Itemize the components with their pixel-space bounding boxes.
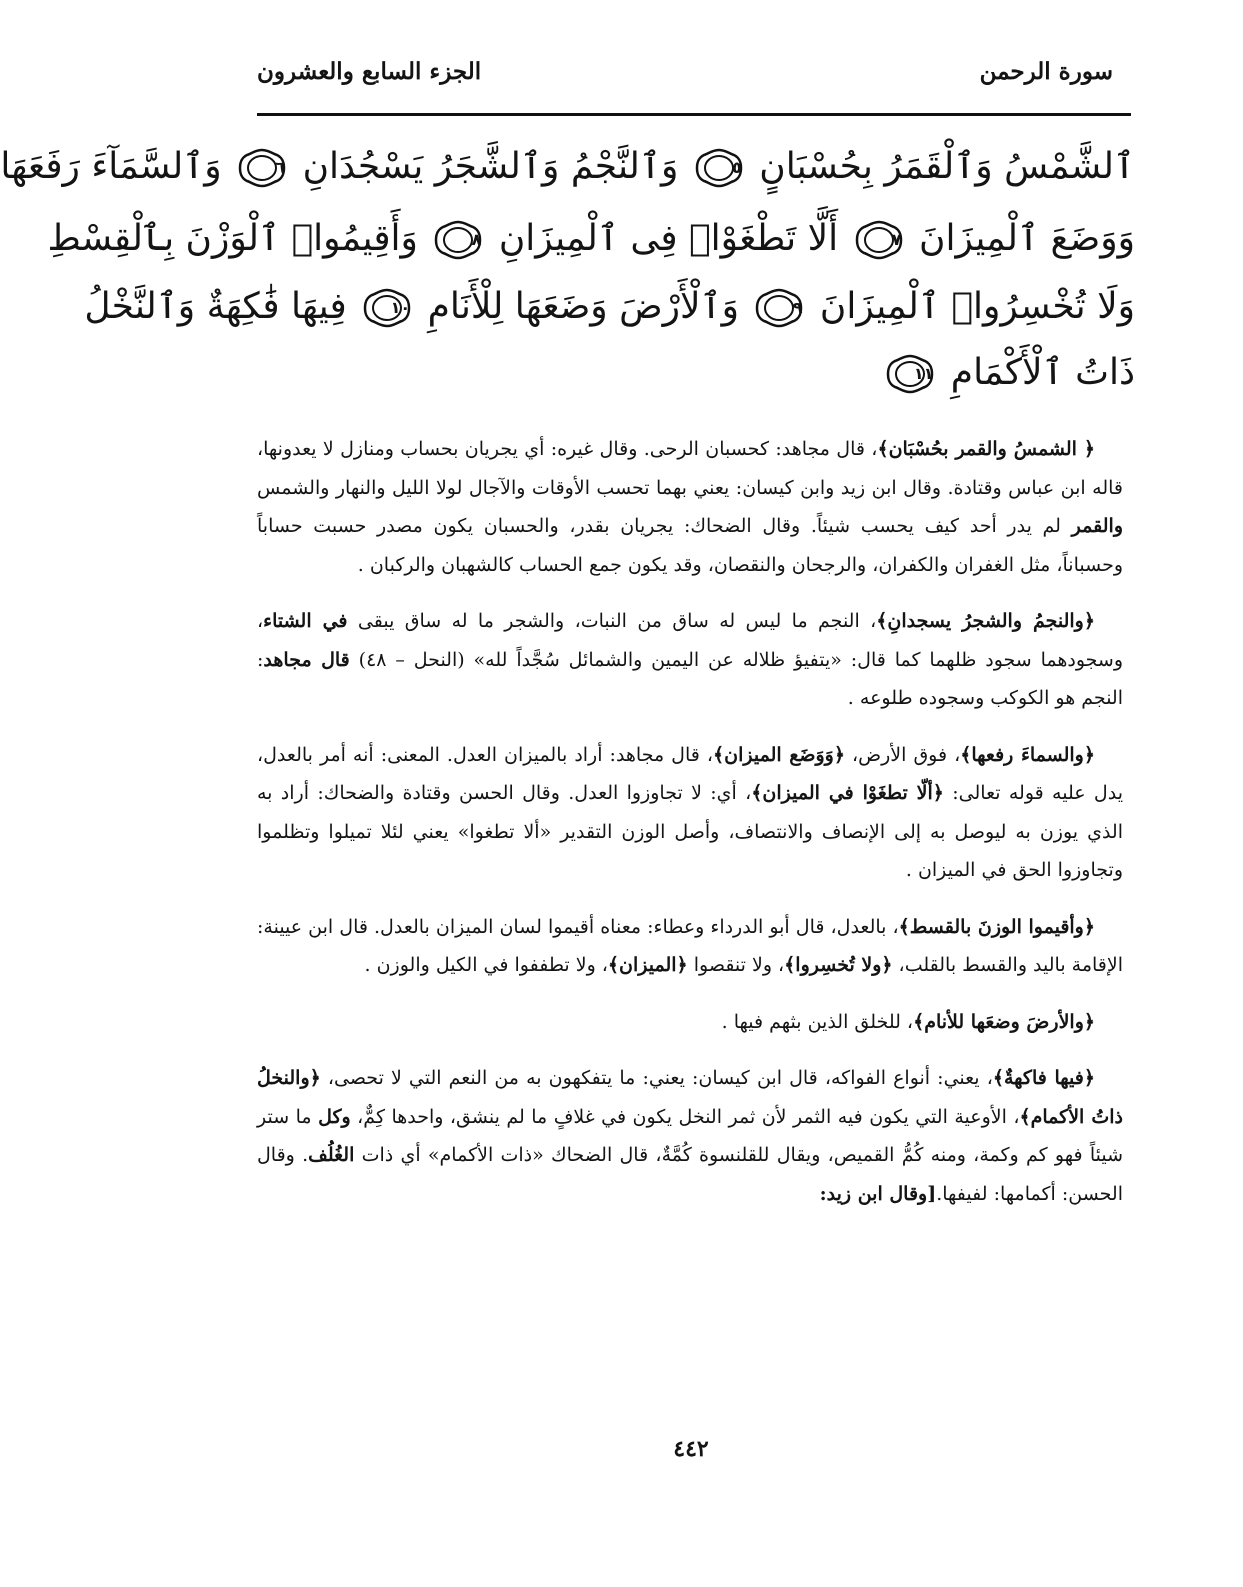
quoted-verse-phrase: ﴿وأقيموا الوزنَ بالقسط﴾: [898, 915, 1095, 938]
verse-text: وَأَقِيمُوا۟ ٱلْوَزْنَ بِٱلْقِسْطِ: [47, 218, 418, 259]
tafsir-paragraph: [257, 602, 1123, 718]
commentary-text: ما ستر شيئاً فهو كم وكمة، ومنه كُمُّ القميص، ويقال للقلنسوة كُمَّةٌ، قال الضحاك «ذات الأكمام» أي ذات: [257, 1105, 1123, 1166]
ayah-number-marker: [435, 221, 481, 259]
ayah-number: ١١: [913, 364, 934, 383]
verse-text: وَٱلْأَرْضَ وَضَعَهَا لِلْأَنَامِ: [427, 286, 740, 327]
commentary-text: ، ولا تنقصوا: [687, 954, 785, 976]
verse-line: [0, 138, 1135, 196]
commentary-text: ، وسجودهما سجود ظلهما كما قال: «يتفيؤ ظلاله عن اليمين والشمائل سُجَّداً لله» (النحل – ٤٨): [257, 610, 1124, 671]
quran-verses-block: [0, 138, 1135, 410]
verse-text: وَٱلسَّمَآءَ رَفَعَهَا: [0, 146, 222, 187]
verse-line: [84, 278, 1135, 336]
commentary-text: ، فوق الأرض،: [845, 743, 961, 766]
quoted-verse-phrase: قال مجاهد: [263, 648, 350, 671]
ayah-number-marker: [756, 289, 802, 327]
commentary-text: ، يعني: أنواع الفواكه، قال ابن كيسان: يعني: ما يتفكهون به من النعم التي لا تحصى،: [320, 1067, 993, 1089]
ayah-number: ٩: [792, 298, 803, 317]
quoted-verse-phrase: ﴿فيها فاكهةٌ﴾: [992, 1067, 1095, 1089]
verse-line: [881, 344, 1135, 402]
tafsir-paragraph: [257, 736, 1123, 890]
commentary-text: : النجم هو الكوكب وسجوده طلوعه .: [257, 648, 1123, 709]
commentary-text: ، ولا تطففوا في الكيل والوزن .: [364, 954, 608, 976]
tafsir-paragraph: [257, 430, 1123, 584]
tafsir-commentary: [257, 430, 1123, 1231]
commentary-text: ، أي: لا تجاوزوا العدل. وقال الحسن وقتادة والضحاك: أراد به الذي يوزن به ليوصل به إلى الإنصاف والانتصاف، وأصل الوزن التقدير «ألا تطغوا» يعني لئلا تميلوا وتظلموا وتجاوزوا الحق في الميزان .: [257, 782, 1123, 881]
ayah-number: ١٠: [390, 298, 411, 317]
quoted-verse-phrase: [وقال ابن زيد:: [819, 1182, 937, 1205]
commentary-text: ، النجم ما ليس له ساق من النبات، والشجر ما له ساق يبقى: [347, 610, 877, 632]
commentary-text: لم يدر أحد كيف يحسب شيئاً. وقال الضحاك: يجريان بقدر، والحسبان يكون مصدر حسبت حساباً وحسباناً، مثل الغفران والكفران، والرجحان والنقصان، وقد يكون جمع الحساب كالشهبان والركبان .: [257, 515, 1123, 576]
commentary-text: . وقال الحسن: أكمامها: لفيفها.: [257, 1144, 1123, 1205]
header-juz-title: الجزء السابع والعشرون: [257, 58, 482, 85]
quoted-verse-phrase: ﴿ولا تُخسِروا﴾: [784, 954, 893, 976]
verse-text: وَٱلنَّجْمُ وَٱلشَّجَرُ يَسْجُدَانِ: [302, 146, 679, 187]
ayah-number: ٥: [732, 158, 742, 177]
tafsir-paragraph: [257, 1059, 1123, 1213]
quoted-verse-phrase: في الشتاء: [263, 610, 348, 632]
quoted-verse-phrase: ﴿والنخلُ ذاتُ الأكمام﴾: [257, 1067, 1124, 1128]
quoted-verse-phrase: ﴿الميزان﴾: [607, 954, 688, 976]
quoted-verse-phrase: ﴿والأرضَ وضعَها للأنام﴾: [913, 1010, 1095, 1033]
ayah-number: ٧: [891, 230, 902, 249]
ayah-number: ٦: [275, 158, 286, 177]
quoted-verse-phrase: ﴿ الشمسُ والقمر بحُسْبَان﴾: [877, 438, 1095, 460]
quoted-verse-phrase: الغُلُف: [308, 1144, 355, 1166]
verse-text: أَلَّا تَطْغَوْا۟ فِى ٱلْمِيزَانِ: [498, 218, 839, 259]
page-number: ٤٤٢: [673, 1436, 709, 1462]
tafsir-paragraph: [257, 908, 1123, 985]
quoted-verse-phrase: ﴿والنجمُ والشجرُ يسجدانِ﴾: [876, 610, 1095, 632]
quoted-verse-phrase: وكل: [318, 1105, 351, 1128]
ayah-number-marker: [364, 289, 410, 327]
commentary-text: ، بالعدل، قال أبو الدرداء وعطاء: معناه أقيموا لسان الميزان بالعدل. قال ابن عيينة: الإقامة باليد والقسط بالقلب،: [257, 915, 1123, 976]
header-divider: [257, 113, 1131, 116]
quoted-verse-phrase: ﴿وَوَضَع الميزان﴾: [713, 743, 845, 766]
verse-text: ذَاتُ ٱلْأَكْمَامِ: [950, 352, 1135, 393]
quoted-verse-phrase: ﴿والسماءَ رفعها﴾: [960, 743, 1095, 766]
commentary-text: ، الأوعية التي يكون فيه الثمر لأن ثمر النخل يكون في غلافٍ ما لم ينشق، واحدها كِمٌّ،: [350, 1105, 1020, 1128]
ayah-number-marker: [239, 149, 285, 187]
header-surah-title: سورة الرحمن: [979, 58, 1113, 85]
running-header: [257, 58, 1113, 98]
ayah-number-marker: [856, 221, 902, 259]
ayah-number: ٨: [471, 230, 482, 249]
verse-line: [47, 210, 1135, 268]
quoted-verse-phrase: والقمر: [1071, 515, 1123, 537]
commentary-text: ، قال مجاهد: أراد بالميزان العدل. المعنى: أنه أمر بالعدل، يدل عليه قوله تعالى:: [257, 743, 1123, 804]
verse-text: فِيهَا فَٰكِهَةٌ وَٱلنَّخْلُ: [84, 286, 347, 327]
verse-text: ٱلشَّمْسُ وَٱلْقَمَرُ بِحُسْبَانٍ: [759, 146, 1135, 187]
ayah-number-marker: [696, 149, 742, 187]
ayah-number-marker: [887, 355, 933, 393]
verse-text: وَوَضَعَ ٱلْمِيزَانَ: [919, 218, 1135, 259]
commentary-text: ، قال مجاهد: كحسبان الرحى. وقال غيره: أي يجريان بحساب ومنازل لا يعدونها، قاله ابن عباس وقتادة. وقال ابن زيد وابن كيسان: يعني بهما تحسب الأوقات والآجال لولا الليل والنهار والشمس: [257, 438, 1123, 499]
quoted-verse-phrase: ﴿ألّا تطغَوْا في الميزان﴾: [751, 782, 944, 804]
verse-text: وَلَا تُخْسِرُوا۟ ٱلْمِيزَانَ: [819, 286, 1135, 327]
commentary-text: ، للخلق الذين بثهم فيها .: [721, 1010, 914, 1033]
tafsir-paragraph: [257, 1003, 1123, 1042]
